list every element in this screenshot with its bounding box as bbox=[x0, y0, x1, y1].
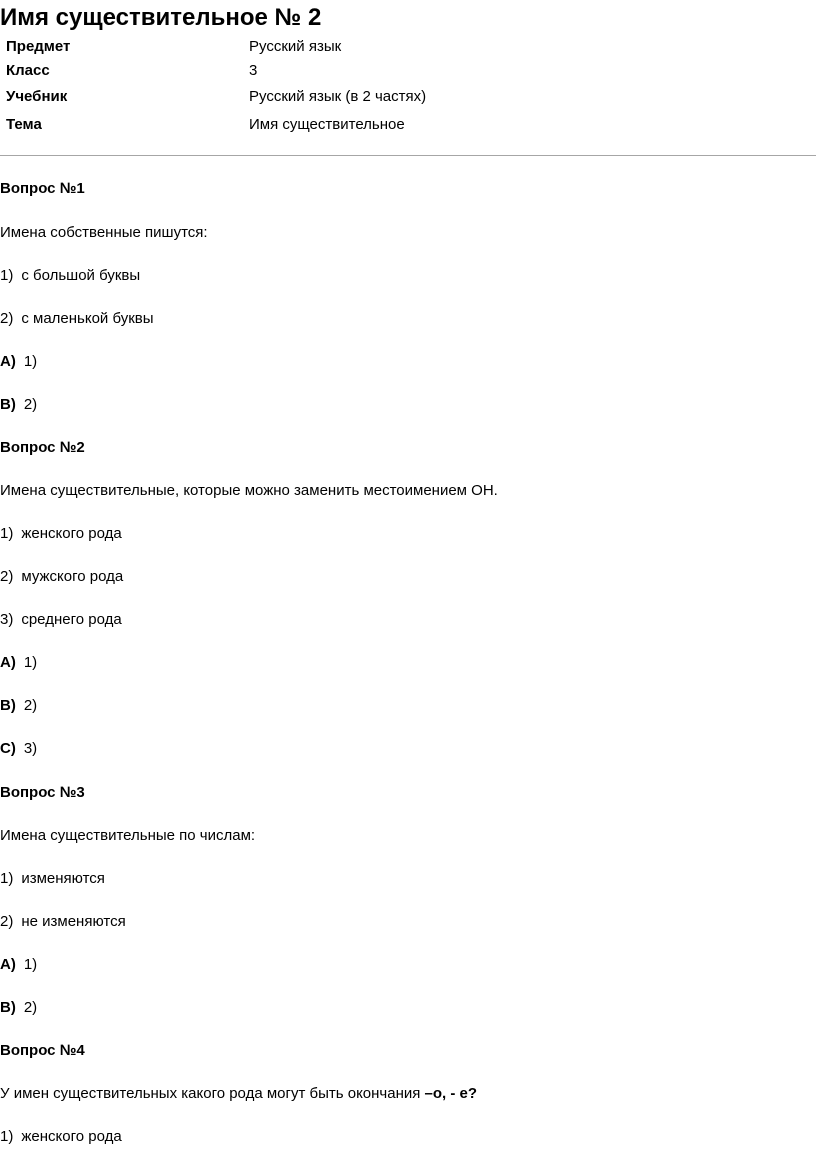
option-item bbox=[0, 870, 105, 887]
option-number: 1) bbox=[0, 525, 14, 542]
meta-key: Предмет bbox=[6, 38, 71, 55]
option-text: женского рода bbox=[21, 1128, 122, 1145]
answer-letter: B) bbox=[0, 396, 16, 413]
option-item bbox=[0, 611, 122, 628]
answer-value: 3) bbox=[23, 740, 38, 757]
option-item bbox=[0, 913, 126, 930]
answer-choice bbox=[0, 697, 37, 714]
meta-value: Русский язык (в 2 частях) bbox=[249, 88, 427, 105]
answer-value: 1) bbox=[23, 353, 38, 370]
option-number: 2) bbox=[0, 568, 14, 585]
question-text: Имена существительные, которые можно заменить местоимением ОН. bbox=[0, 482, 498, 499]
option-number: 1) bbox=[0, 267, 14, 284]
divider bbox=[0, 155, 816, 156]
option-item bbox=[0, 267, 140, 284]
answer-letter: B) bbox=[0, 697, 16, 714]
question-text-bold: –о, - е? bbox=[424, 1085, 478, 1102]
option-item bbox=[0, 1128, 122, 1145]
option-text: не изменяются bbox=[21, 913, 126, 930]
meta-value: 3 bbox=[249, 62, 258, 79]
meta-value: Имя существительное bbox=[249, 116, 405, 133]
answer-choice bbox=[0, 654, 37, 671]
option-number: 2) bbox=[0, 310, 14, 327]
option-number: 2) bbox=[0, 913, 14, 930]
option-text: изменяются bbox=[21, 870, 105, 887]
question-text: Имена собственные пишутся: bbox=[0, 224, 208, 241]
question-header: Вопрос №1 bbox=[0, 180, 85, 197]
question-header: Вопрос №2 bbox=[0, 439, 85, 456]
answer-choice bbox=[0, 740, 37, 757]
answer-letter: C) bbox=[0, 740, 16, 757]
option-item bbox=[0, 310, 154, 327]
answer-choice bbox=[0, 353, 37, 370]
answer-choice bbox=[0, 999, 37, 1016]
answer-value: 2) bbox=[23, 396, 38, 413]
answer-letter: A) bbox=[0, 956, 16, 973]
document-title: Имя существительное № 2 bbox=[0, 4, 322, 31]
question-header: Вопрос №4 bbox=[0, 1042, 85, 1059]
answer-letter: B) bbox=[0, 999, 16, 1016]
option-text: мужского рода bbox=[21, 568, 124, 585]
option-number: 1) bbox=[0, 1128, 14, 1145]
answer-choice bbox=[0, 396, 37, 413]
question-text bbox=[0, 1085, 477, 1102]
option-text: женского рода bbox=[21, 525, 122, 542]
answer-choice bbox=[0, 956, 37, 973]
option-text: с большой буквы bbox=[21, 267, 141, 284]
question-text-plain: У имен существительных какого рода могут быть окончания bbox=[0, 1085, 425, 1102]
option-text: среднего рода bbox=[21, 611, 122, 628]
answer-letter: A) bbox=[0, 654, 16, 671]
answer-value: 1) bbox=[23, 956, 38, 973]
option-item bbox=[0, 568, 123, 585]
option-number: 3) bbox=[0, 611, 14, 628]
option-item bbox=[0, 525, 122, 542]
meta-key: Тема bbox=[6, 116, 42, 133]
meta-key: Учебник bbox=[6, 88, 68, 105]
meta-value: Русский язык bbox=[249, 38, 342, 55]
option-text: с маленькой буквы bbox=[21, 310, 154, 327]
answer-value: 1) bbox=[23, 654, 38, 671]
question-header: Вопрос №3 bbox=[0, 784, 85, 801]
question-text: Имена существительные по числам: bbox=[0, 827, 256, 844]
meta-key: Класс bbox=[6, 62, 50, 79]
answer-letter: A) bbox=[0, 353, 16, 370]
answer-value: 2) bbox=[23, 999, 38, 1016]
option-number: 1) bbox=[0, 870, 14, 887]
answer-value: 2) bbox=[23, 697, 38, 714]
